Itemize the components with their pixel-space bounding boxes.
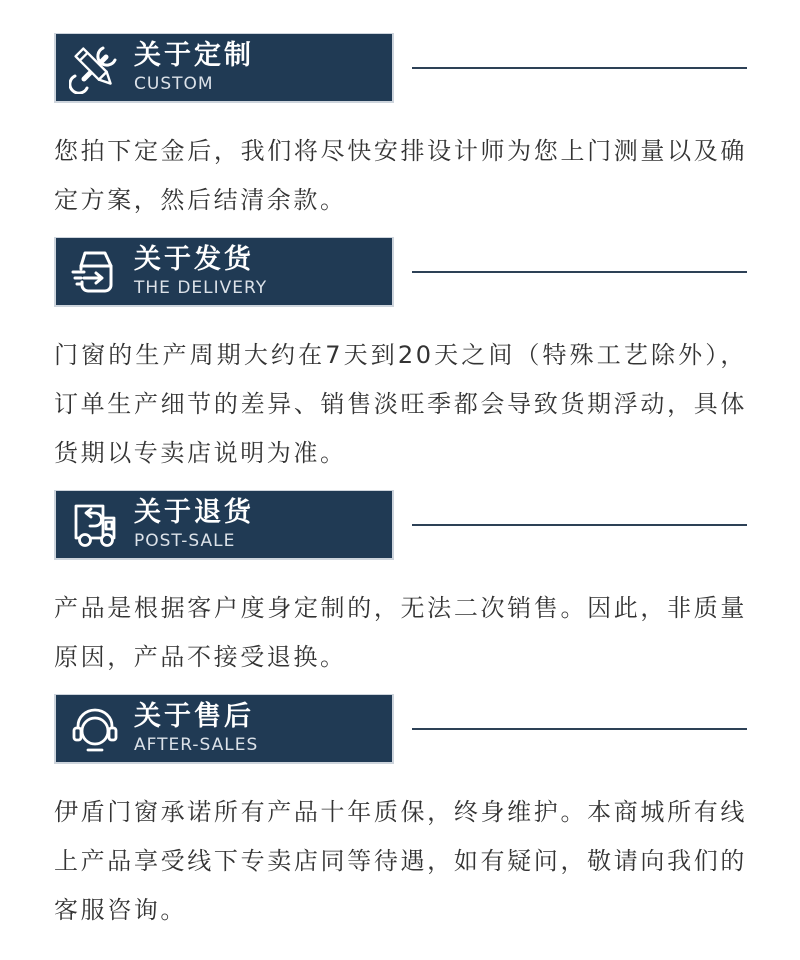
custom-title-en: CUSTOM [134,73,214,94]
returns-divider-line [412,524,747,526]
section-returns [54,490,747,682]
returns-title-cn: 关于退货 [134,497,254,529]
after-sales-banner [54,694,394,764]
returns-title-en: POST-SALE [134,530,236,551]
custom-banner [54,33,394,103]
returns-body-text: 产品是根据客户度身定制的，无法二次销售。因此，非质量原因，产品不接受退换。 [54,594,747,671]
custom-banner-titles [134,41,254,94]
custom-title-cn: 关于定制 [134,40,254,72]
section-custom-header [54,33,747,103]
returns-banner-titles [134,498,254,551]
wrench-pencil-icon [69,42,121,94]
delivery-body-text: 门窗的生产周期大约在7天到20天之间（特殊工艺除外），订单生产细节的差异、销售淡旺季都会导致货期浮动，具体货期以专卖店说明为准。 [54,341,747,467]
delivery-banner [54,237,394,307]
after-sales-title-cn: 关于售后 [134,701,254,733]
delivery-title-en: THE DELIVERY [134,277,268,298]
returns-banner [54,490,394,560]
delivery-divider-line [412,271,747,273]
after-sales-body-text: 伊盾门窗承诺所有产品十年质保，终身维护。本商城所有线上产品享受线下专卖店同等待遇，如有疑问，敬请向我们的客服咨询。 [54,798,747,924]
return-truck-icon [69,499,121,551]
delivery-title-cn: 关于发货 [134,244,254,276]
after-sales-banner-titles [134,702,258,755]
section-custom [54,33,747,225]
section-delivery-header [54,237,747,307]
section-returns-header [54,490,747,560]
section-delivery [54,237,747,478]
section-after-sales-header [54,694,747,764]
shipping-box-arrow-icon [69,246,121,298]
headset-icon [69,703,121,755]
delivery-banner-titles [134,245,267,298]
section-after-sales [54,694,747,935]
after-sales-title-en: AFTER-SALES [134,734,259,755]
after-sales-divider-line [412,728,747,730]
custom-body-text: 您拍下定金后，我们将尽快安排设计师为您上门测量以及确定方案，然后结清余款。 [54,137,747,214]
custom-divider-line [412,67,747,69]
